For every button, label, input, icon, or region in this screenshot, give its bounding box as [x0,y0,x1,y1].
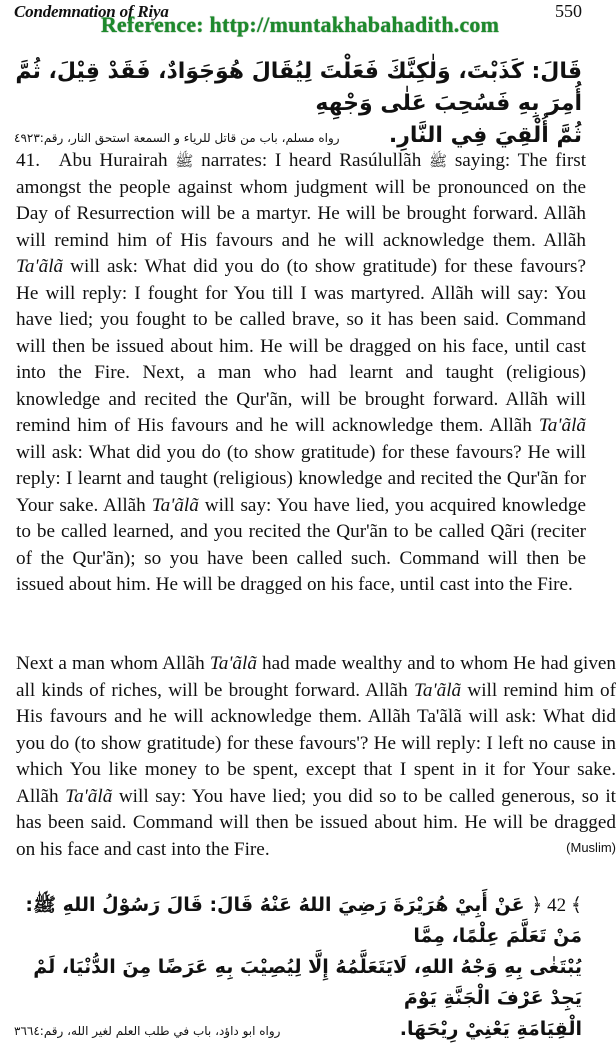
ta-ala-italic: Ta'ãlã [151,494,199,516]
hadith-text: will ask: What did you do (to show gratitude) for these favours? He will reply: I fought for You till I was martyred. Allãh will say: You have lied; you fought to be called brave, so it has been said. Command will then be issued about him. He will be dragged on his face, until cast into the Fire. Next, a man who had learnt and taught (religious) knowledge and recited the Qur'ãn, will be brought forward. Allãh will remind him of His favours and he will acknowledge them. Allãh [16,256,587,436]
hadith-text: will remind him of His favours and he will acknowledge them. Allãh Ta'ãlã will ask: What did you do (to show gratitude) for these favours'? He will reply: I left no cause in which You like money to be spent, except that I spent in it for Your sake. Allãh [16,679,616,807]
arabic-line-1 [14,890,582,952]
narrator-text: Abu Hurairah [58,150,168,171]
hadith-text: will ask: What did you do (to show gratitude) for these favours? He will reply: I learnt and taught (religious) knowledge and recited the Qur'ãn for Your sake. Allãh [16,441,586,516]
source-citation: (Muslim) [566,839,616,855]
hadith-41-paragraph [16,148,586,599]
hadith-41-continuation [16,651,616,863]
hadith-42-number: ﴿ 42 ﴾ [531,895,582,916]
hadith-text: will say: You have lied; you did so to be called generous, so it has been said. Command will then be issued about him. He will be dragged on his face and cast into the Fire. [16,785,616,860]
arabic-line-1-text: عَنْ أَبِيْ هُرَيْرَةَ رَضِيَ اللهُ عَنْهُ قَالَ: قَالَ رَسُوْلُ اللهِ ﷺ: مَنْ تَعَلَّمَ عِلْمًا، مِمَّا [25,894,582,947]
ta-ala-italic: Ta'ãlã [65,785,113,807]
arabic-line-2-text: ثُمَّ أُلْقِيَ فِي النَّارِ. [388,123,582,148]
reference-link[interactable]: Reference: http://muntakhabahadith.com [100,12,500,37]
hadith-text: will say: You have lied, you acquired knowledge to be called learned, and you recited the Qur'ãn to be called Qãri (reciter of the Qur'ãn); so you have been called such. Command will then be issued about him. He will be dragged on his face, until cast into the Fire. [16,494,586,595]
page-number: 550 [555,1,582,21]
running-title: Condemnation of Riya [14,2,169,21]
arabic-source-reference: رواه مسلم، باب من قاتل للرياء و السمعة استحق النار، رقم:٤٩٢٣ [14,131,340,145]
arabic-text-top [14,56,582,154]
arabic-source-reference: رواه ابو داؤد، باب في طلب العلم لغير الله، رقم:٣٦٦٤ [14,1024,281,1038]
arabic-text-bottom [14,890,582,1047]
hadith-text: Next a man whom Allãh [16,653,205,674]
arabic-line-1: قَالَ: كَذَبْتَ، وَلٰكِنَّكَ فَعَلْتَ لِيُقَالَ هُوَجَوَادٌ، فَقَدْ قِيْلَ، ثُمَّ أُمِرَ بِهِ فَسُحِبَ عَلٰى وَجْهِهِ [15,59,582,116]
arabic-line-3-text: الْقِيَامَةِ يَعْنِيْ رِيْحَهَا. [399,1018,582,1040]
narrator-text-2: narrates: I heard Rasúlullãh [201,150,422,171]
ta-ala-italic: Ta'ãlã [16,256,64,277]
arabic-line-3 [14,1014,582,1047]
ta-ala-italic: Ta'ãlã [414,679,462,701]
hadith-text: had made wealthy and to whom He had given all kinds of riches, will be brought forward. Allãh [16,653,616,701]
honorific-icon: ﷺ [175,152,194,170]
ta-ala-italic: Ta'ãlã [209,653,257,674]
salutation-icon: ﷺ [429,152,448,170]
arabic-line-2: يُبْتَغٰى بِهِ وَجْهُ اللهِ، لَايَتَعَلَّمُهُ إِلَّا لِيُصِيْبَ بِهِ عَرَضًا مِنَ الدُّنْيَا، لَمْ يَجِدْ عَرْفَ الْجَنَّةِ يَوْمَ [33,956,582,1009]
ta-ala-italic: Ta'ãlã [538,415,587,436]
hadith-number: 41. [16,150,40,171]
hadith-text: saying: The first amongst the people against whom judgment will be pronounced on the Day of Resurrection will be a martyr. He will be brought forward. Allãh will remind him of His favours and he will acknowledge them. Allãh [16,150,587,251]
